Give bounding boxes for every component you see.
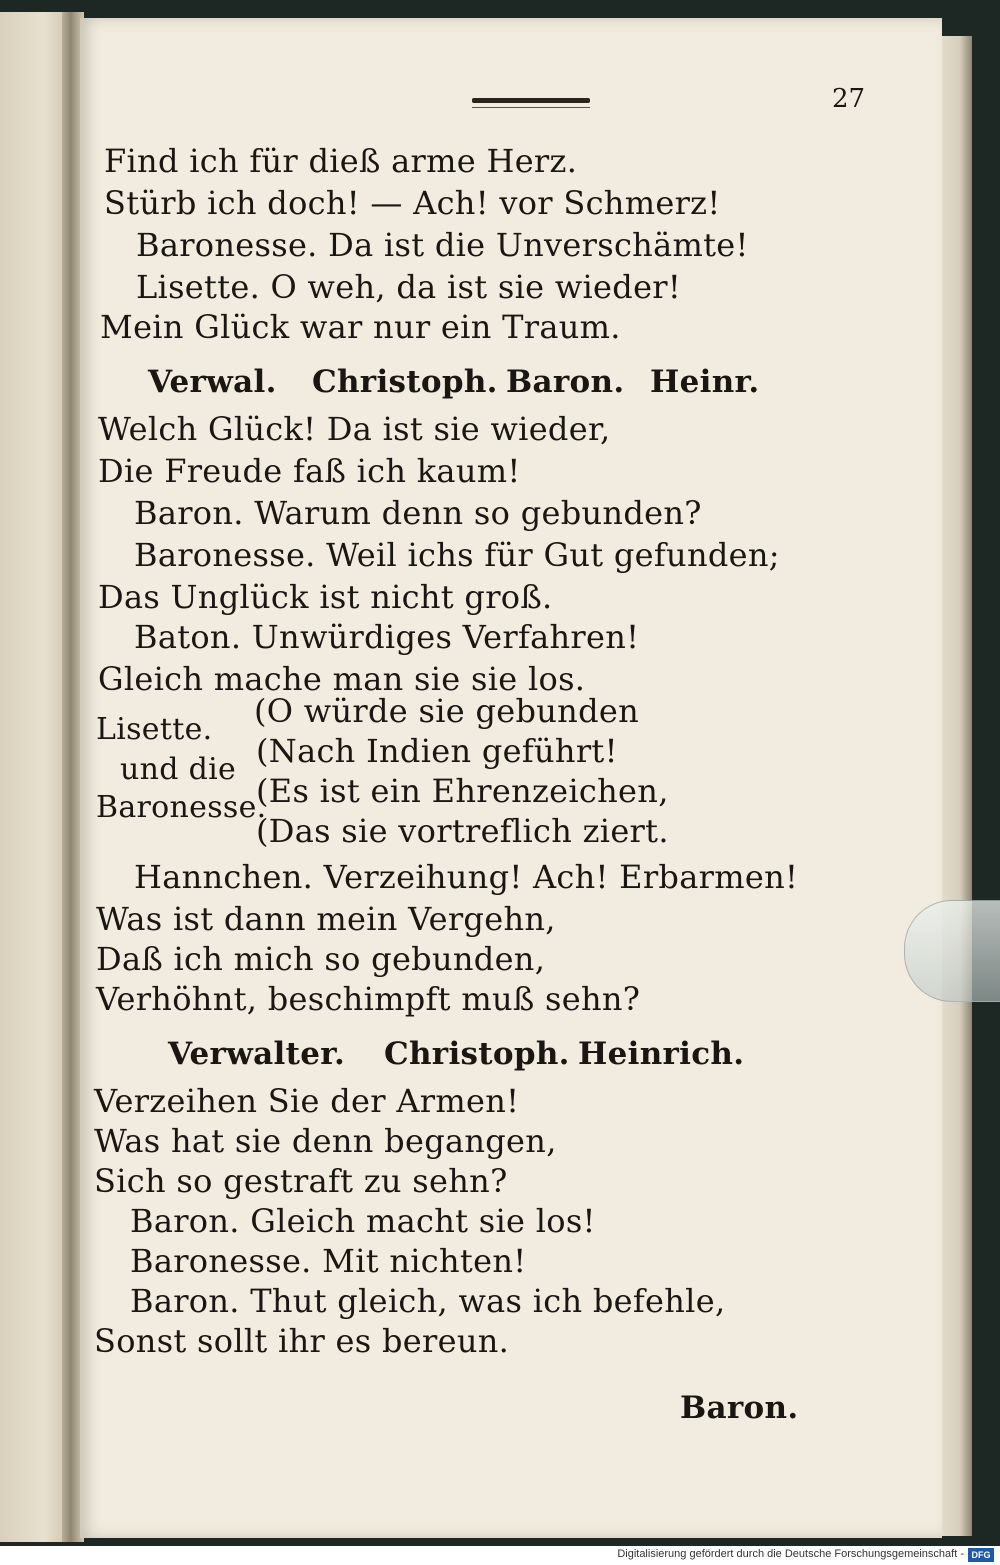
header-rule [472,98,590,103]
catchword: Baron. [680,1390,799,1426]
text-line: Baron. Warum denn so gebunden? [134,494,702,532]
speaker-heading: Heinr. [650,364,760,400]
page-clip [904,900,1000,1002]
text-line: Die Freude faß ich kaum! [98,452,521,490]
text-line: Lisette. O weh, da ist sie wieder! [136,268,682,306]
text-line: Verzeihen Sie der Armen! [94,1082,520,1120]
text-line: Find ich für dieß arme Herz. [104,142,578,180]
dfg-logo: DFG [968,1548,994,1562]
text-line: Was ist dann mein Vergehn, [96,900,556,938]
text-line: Verhöhnt, beschimpft muß sehn? [96,980,641,1018]
duet-line: (Nach Indien geführt! [256,732,618,770]
text-line: Sich so gestraft zu sehn? [94,1162,508,1200]
speaker-heading: Baron. [506,364,625,400]
text-line: Sonst sollt ihr es bereun. [94,1322,510,1360]
duet-line: (O würde sie gebunden [254,692,640,730]
text-line: Baronesse. Da ist die Unverschämte! [136,226,749,264]
speaker-heading: Verwalter. [168,1036,346,1072]
text-line: Stürb ich doch! — Ach! vor Schmerz! [104,184,721,222]
text-line: Daß ich mich so gebunden, [96,940,546,978]
duet-speaker: Lisette. [96,712,213,747]
footer-bar [0,1546,1000,1565]
speaker-heading: Heinrich. [578,1036,745,1072]
text-line: Baronesse. Weil ichs für Gut gefunden; [134,536,780,574]
speaker-heading: Verwal. [148,364,277,400]
text-line: Gleich mache man sie sie los. [98,660,586,698]
text-line: Welch Glück! Da ist sie wieder, [98,410,611,448]
text-line: Baronesse. Mit nichten! [130,1242,527,1280]
duet-speaker: und die [120,752,237,787]
duet-speaker: Baronesse. [96,790,267,825]
text-line: Baton. Unwürdiges Verfahren! [134,618,640,656]
duet-line: (Das sie vortreflich ziert. [256,812,669,850]
text-line: Was hat sie denn begangen, [94,1122,557,1160]
page-stack-edge [942,36,972,1536]
text-line: Baron. Thut gleich, was ich befehle, [130,1282,726,1320]
text-line: Das Unglück ist nicht groß. [98,578,553,616]
header-rule-thin [472,107,590,108]
text-line: Mein Glück war nur ein Traum. [100,308,621,346]
footer-credit: Digitalisierung gefördert durch die Deutsche Forschungsgemeinschaft - [617,1548,964,1560]
duet-line: (Es ist ein Ehrenzeichen, [256,772,669,810]
speaker-heading: Christoph. [312,364,498,400]
page-number: 27 [832,84,866,114]
text-line: Baron. Gleich macht sie los! [130,1202,596,1240]
text-line: Hannchen. Verzeihung! Ach! Erbarmen! [134,858,799,896]
speaker-heading: Christoph. [384,1036,570,1072]
